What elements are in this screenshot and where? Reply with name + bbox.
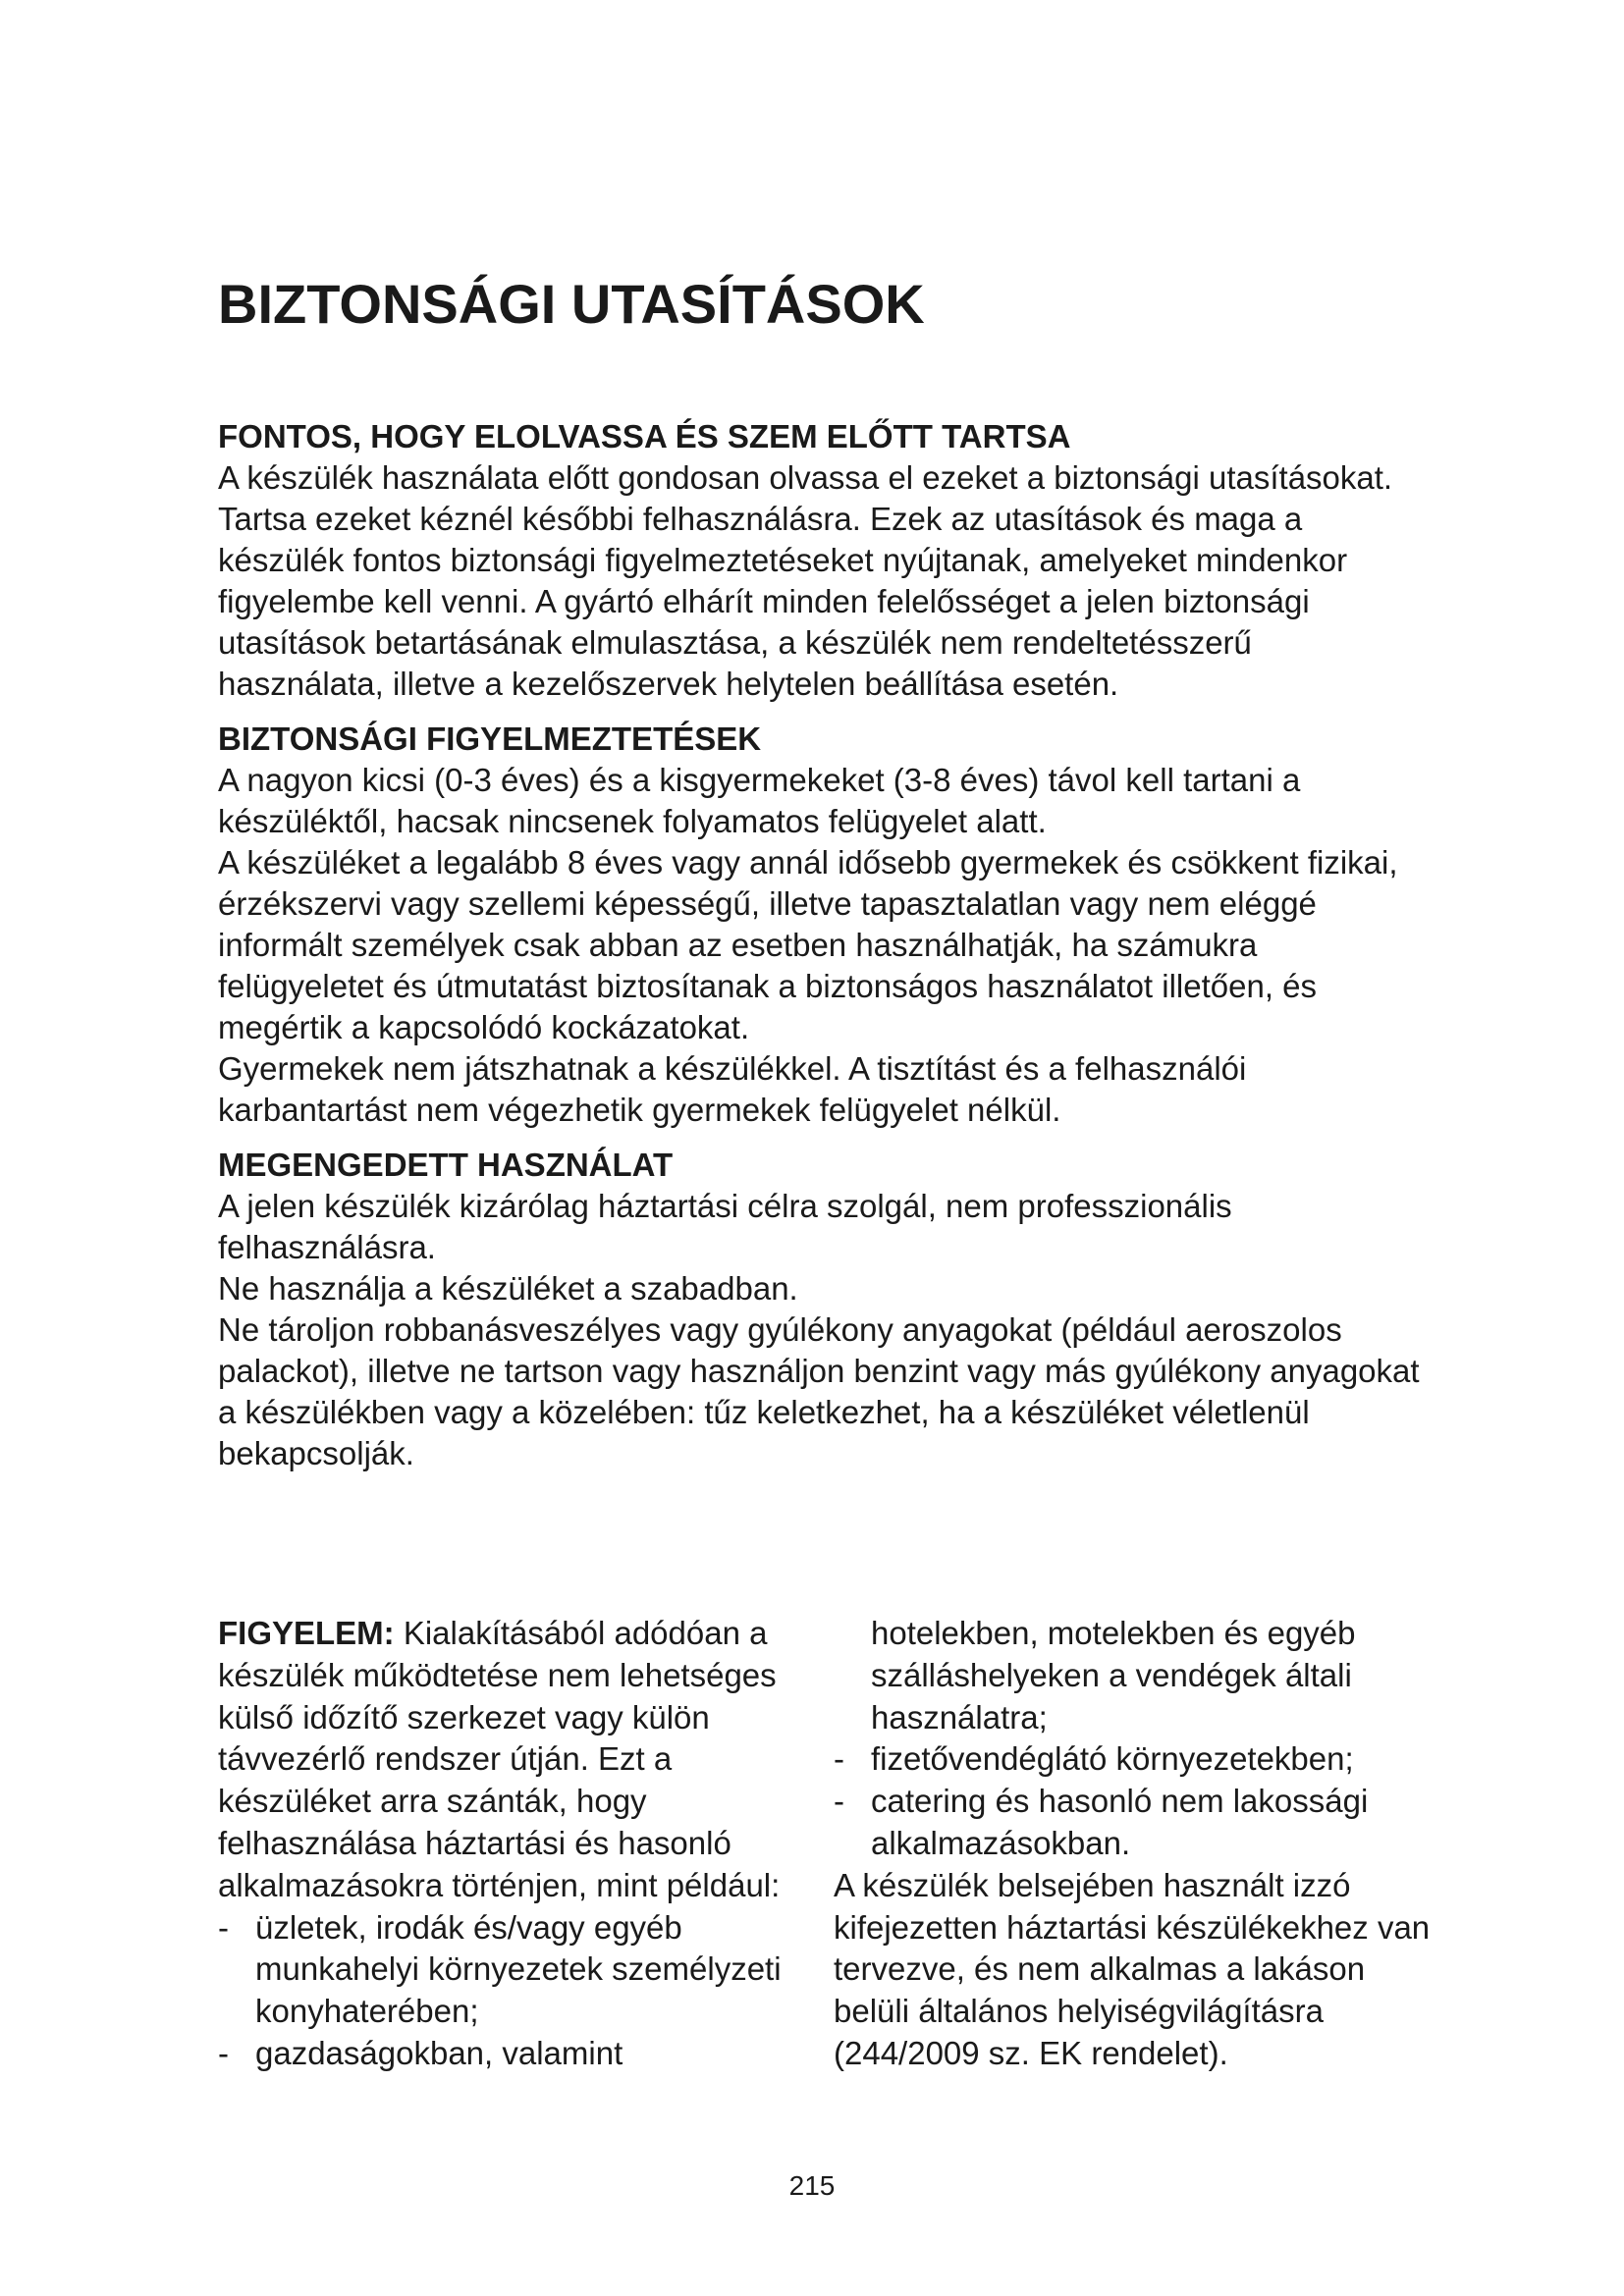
dash-bullet: - — [834, 1783, 844, 1820]
paragraph: A készülék használata előtt gondosan olvassa el ezeket a biztonsági utasításokat. — [218, 459, 1393, 496]
page-number: 215 — [788, 2170, 836, 2201]
section-heading: BIZTONSÁGI FIGYELMEZTETÉSEK — [218, 721, 762, 757]
list-item: - üzletek, irodák és/vagy egyéb munkahelyi környezetek személyzeti konyhaterében; — [218, 1908, 782, 2030]
usage-list — [218, 1907, 807, 2075]
bulb-notice-paragraph: A készülék belsejében használt izzó kifejezetten háztartási készülékekhez van tervezve, és nem alkalmas a lakáson belüli általános helyiségvilágításra (244/2009 sz. EK rendelet). — [834, 1866, 1431, 2071]
section-heading: MEGENGEDETT HASZNÁLAT — [218, 1147, 674, 1183]
dash-bullet: - — [834, 1740, 844, 1778]
paragraph: A nagyon kicsi (0-3 éves) és a kisgyermekeket (3-8 éves) távol kell tartani a készüléktől, hacsak nincsenek folyamatos felügyelet alatt. — [218, 762, 1301, 839]
paragraph: Ne tároljon robbanásveszélyes vagy gyúlékony anyagokat (például aeroszolos palackot), illetve ne tartson vagy használjon benzint vagy más gyúlékony anyagokat a készülékben vagy a közelében: tűz keletkezhet, ha a készüléket véletlenül bekapcsolják. — [218, 1311, 1420, 1471]
page-title: BIZTONSÁGI UTASÍTÁSOK — [218, 273, 925, 335]
paragraph: A készüléket a legalább 8 éves vagy annál idősebb gyermekek és csökkent fizikai, érzékszervi vagy szellemi képességű, illetve tapasztalatlan vagy nem eléggé informált személyek csak abban az esetben használhatják, ha számukra felügyeletet és útmutatást biztosítanak a biztonságos használatot illetően, és megértik a kapcsolódó kockázatokat. — [218, 844, 1398, 1045]
list-item: - fizetővendéglátó környezetekben; — [834, 1738, 1433, 1781]
section-permitted-use — [218, 1145, 1426, 1474]
list-item-continuation: hotelekben, motelekben és egyéb szálláshelyeken a vendégek általi használatra; — [871, 1615, 1356, 1735]
list-item: - catering és hasonló nem lakossági alkalmazásokban. — [834, 1783, 1369, 1861]
main-content — [218, 416, 1426, 1488]
paragraph: Ne használja a készüléket a szabadban. — [218, 1270, 798, 1307]
list-item: - gazdaságokban, valamint — [218, 2033, 807, 2075]
notice-left-column — [218, 1613, 807, 2075]
usage-list — [834, 1738, 1433, 1864]
notice-paragraph — [218, 1613, 807, 1907]
section-heading: FONTOS, HOGY ELOLVASSA ÉS SZEM ELŐTT TARTSA — [218, 418, 1071, 454]
section-safety-warnings — [218, 719, 1426, 1131]
dash-bullet: - — [218, 2034, 229, 2071]
notice-text: Kialakításából adódóan a készülék működtetése nem lehetséges külső időzítő szerkezet vagy külön távvezérlő rendszer útján. Ezt a készüléket arra szánták, hogy felhasználása háztartási és hasonló alkalmazásokra történjen, mint például: — [218, 1615, 781, 1903]
paragraph: Tartsa ezeket kéznél későbbi felhasználásra. Ezek az utasítások és maga a készülék fontos biztonsági figyelmeztetéseket nyújtanak, amelyeket mindenkor figyelembe kell venni. A gyártó elhárít minden felelősséget a jelen biztonsági utasítások betartásának elmulasztása, a készülék nem rendeltetésszerű használata, illetve a kezelőszervek helytelen beállítása esetén. — [218, 501, 1348, 702]
notice-right-column — [834, 1613, 1433, 2075]
paragraph: Gyermekek nem játszhatnak a készülékkel. A tisztítást és a felhasználói karbantartást nem végezhetik gyermekek felügyelet nélkül. — [218, 1050, 1247, 1128]
paragraph: A jelen készülék kizárólag háztartási célra szolgál, nem professzionális felhasználásra. — [218, 1188, 1232, 1265]
notice-label: FIGYELEM: — [218, 1615, 395, 1651]
section-important — [218, 416, 1426, 705]
dash-bullet: - — [218, 1908, 229, 1946]
